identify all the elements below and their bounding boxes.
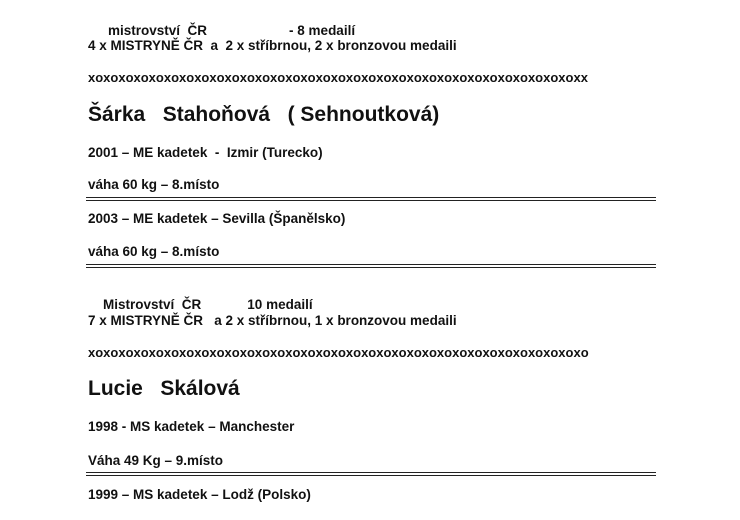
titles-summary-line-1: 4 x MISTRYNĚ ČR a 2 x stříbrnou, 2 x bronzovou medaili xyxy=(88,38,457,53)
medal-count: - 8 medailí xyxy=(289,23,356,38)
double-rule-2 xyxy=(86,264,656,268)
medal-count: 10 medailí xyxy=(247,297,313,312)
result-1998: Váha 49 Kg – 9.místo xyxy=(88,453,224,468)
double-rule-3 xyxy=(86,472,656,476)
championship-label: mistrovství ČR xyxy=(108,23,208,38)
double-rule-1 xyxy=(86,197,656,201)
event-2003: 2003 – ME kadetek – Sevilla (Španělsko) xyxy=(88,211,346,226)
event-1999: 1999 – MS kadetek – Lodž (Polsko) xyxy=(88,487,311,502)
result-2003: váha 60 kg – 8.místo xyxy=(88,244,220,259)
athlete-name-1: Šárka Stahoňová ( Sehnoutková) xyxy=(88,103,440,126)
x-separator-line-2: xoxoxoxoxoxoxoxoxoxoxoxoxoxoxoxoxoxoxoxoxoxoxoxoxoxoxoxoxoxoxoxoxo xyxy=(88,345,589,360)
titles-summary-line-2: 7 x MISTRYNĚ ČR a 2 x stříbrnou, 1 x bronzovou medaili xyxy=(88,313,457,328)
x-separator-line-1: xoxoxoxoxoxoxoxoxoxoxoxoxoxoxoxoxoxoxoxoxoxoxoxoxoxoxoxoxoxoxoxoxx xyxy=(88,70,588,85)
championship-label: Mistrovství ČR xyxy=(103,297,202,312)
result-2001: váha 60 kg – 8.místo xyxy=(88,177,220,192)
event-1998: 1998 - MS kadetek – Manchester xyxy=(88,419,295,434)
event-2001: 2001 – ME kadetek - Izmir (Turecko) xyxy=(88,145,323,160)
athlete-name-2: Lucie Skálová xyxy=(88,377,240,400)
